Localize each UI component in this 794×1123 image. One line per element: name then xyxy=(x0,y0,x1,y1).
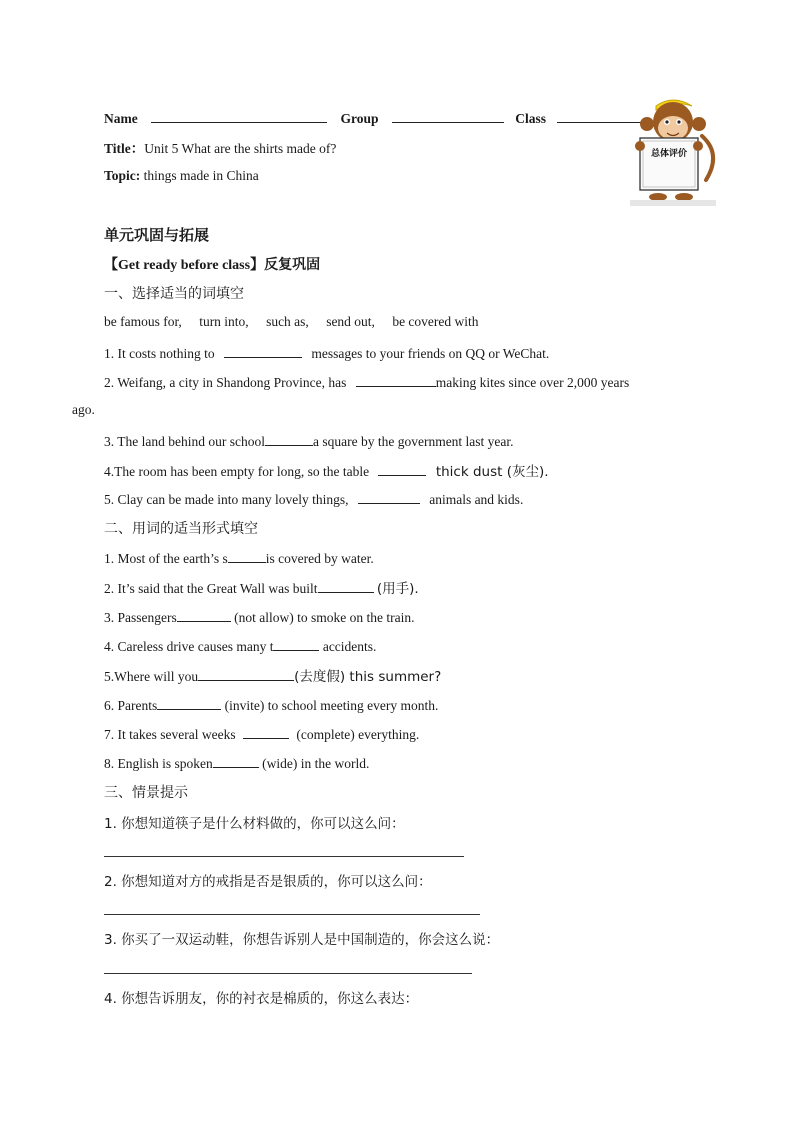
s3-answer-line-3[interactable] xyxy=(104,973,472,974)
question-text: 7. It takes several weeks xyxy=(104,727,236,742)
answer-blank[interactable] xyxy=(224,344,302,358)
answer-blank[interactable] xyxy=(273,637,319,651)
question-text: a square by the government last year. xyxy=(312,434,514,449)
s2-question-2 xyxy=(104,577,419,597)
group-label: Group xyxy=(340,111,379,126)
name-label: Name xyxy=(104,111,138,126)
subheading xyxy=(104,254,320,274)
question-text: 5.Where will you xyxy=(104,669,199,684)
answer-blank[interactable] xyxy=(356,373,436,387)
name-field[interactable] xyxy=(151,109,327,123)
question-text: accidents. xyxy=(322,639,377,654)
s1-question-2-cont: ago. xyxy=(72,402,95,417)
section2-title: 二、用词的适当形式填空 xyxy=(104,521,258,537)
phrase-item: such as, xyxy=(266,314,309,329)
answer-blank[interactable] xyxy=(213,754,259,768)
answer-blank[interactable] xyxy=(265,432,313,446)
title-value: Unit 5 What are the shirts made of? xyxy=(144,141,337,156)
s1-question-1 xyxy=(104,344,549,362)
answer-blank[interactable] xyxy=(318,579,374,593)
question-text: (not allow) to smoke on the train. xyxy=(234,610,415,625)
subheading-bracket: 【Get ready before class】 xyxy=(104,258,265,273)
s3-question-2: 2. 你想知道对方的戒指是否是银质的，你可以这么问： xyxy=(104,874,432,890)
header-row xyxy=(104,109,659,127)
question-text: 6. Parents xyxy=(104,698,158,713)
question-text: (wide) in the world. xyxy=(262,756,370,771)
subheading-cn: 反复巩固 xyxy=(264,257,321,273)
question-text: 8. English is spoken xyxy=(104,756,213,771)
question-text: 3. Passengers xyxy=(104,610,177,625)
question-text: (用手). xyxy=(376,581,419,597)
section1-title: 一、选择适当的词填空 xyxy=(104,286,244,302)
s2-question-6 xyxy=(104,696,438,714)
answer-blank[interactable] xyxy=(198,667,294,681)
question-text: thick dust (灰尘). xyxy=(435,464,549,480)
s2-question-4 xyxy=(104,637,376,655)
group-field[interactable] xyxy=(392,109,504,123)
s3-answer-line-1[interactable] xyxy=(104,856,464,857)
phrase-item: be covered with xyxy=(392,314,479,329)
answer-blank[interactable] xyxy=(378,462,426,476)
s1-question-3 xyxy=(104,432,514,450)
topic-value: things made in China xyxy=(143,168,259,183)
question-text: 4. Careless drive causes many t xyxy=(104,639,274,654)
s2-question-7 xyxy=(104,725,419,743)
question-text: messages to your friends on QQ or WeChat. xyxy=(311,346,550,361)
section3-title: 三、情景提示 xyxy=(104,785,188,801)
topic-label: Topic: xyxy=(104,168,141,183)
badge-text: 总体评价 xyxy=(650,149,688,159)
question-text: (invite) to school meeting every month. xyxy=(224,698,439,713)
s2-question-3 xyxy=(104,608,414,626)
s2-question-1 xyxy=(104,549,374,567)
question-text: (去度假) this summer? xyxy=(294,669,442,685)
class-label: Class xyxy=(515,111,547,126)
answer-blank[interactable] xyxy=(157,696,221,710)
s2-question-5 xyxy=(104,665,441,685)
s3-answer-line-2[interactable] xyxy=(104,914,480,915)
question-text: making kites since over 2,000 years xyxy=(435,375,630,390)
question-text: is covered by water. xyxy=(265,551,374,566)
s1-question-5 xyxy=(104,490,523,508)
answer-blank[interactable] xyxy=(243,725,289,739)
question-text: 2. Weifang, a city in Shandong Province, has xyxy=(104,375,347,390)
phrase-bank xyxy=(104,314,479,330)
question-text: 1. Most of the earth’s s xyxy=(104,551,228,566)
question-text: 3. The land behind our school xyxy=(104,434,265,449)
question-text: 1. It costs nothing to xyxy=(104,346,215,361)
s3-question-3: 3. 你买了一双运动鞋，你想告诉别人是中国制造的，你会这么说： xyxy=(104,932,500,948)
s1-question-4 xyxy=(104,460,549,480)
s1-question-2 xyxy=(104,373,629,391)
s2-question-8 xyxy=(104,754,369,772)
phrase-item: send out, xyxy=(326,314,375,329)
monkey-evaluation-badge xyxy=(630,96,716,208)
unit-heading: 单元巩固与拓展 xyxy=(104,226,210,244)
phrase-item: be famous for, xyxy=(104,314,182,329)
title-row xyxy=(104,137,336,157)
answer-blank[interactable] xyxy=(177,608,231,622)
s3-question-1: 1. 你想知道筷子是什么材料做的，你可以这么问： xyxy=(104,816,405,832)
question-text: animals and kids. xyxy=(429,492,524,507)
title-label: Title： xyxy=(104,141,145,156)
answer-blank[interactable] xyxy=(358,490,420,504)
answer-blank[interactable] xyxy=(228,549,266,563)
s3-question-4: 4. 你想告诉朋友，你的衬衣是棉质的，你这么表达： xyxy=(104,991,419,1007)
question-text: 4.The room has been empty for long, so the table xyxy=(104,464,370,479)
question-text: (complete) everything. xyxy=(296,727,420,742)
topic-row xyxy=(104,168,259,184)
phrase-item: turn into, xyxy=(199,314,249,329)
question-text: 2. It’s said that the Great Wall was built xyxy=(104,581,318,596)
question-text: 5. Clay can be made into many lovely things, xyxy=(104,492,349,507)
